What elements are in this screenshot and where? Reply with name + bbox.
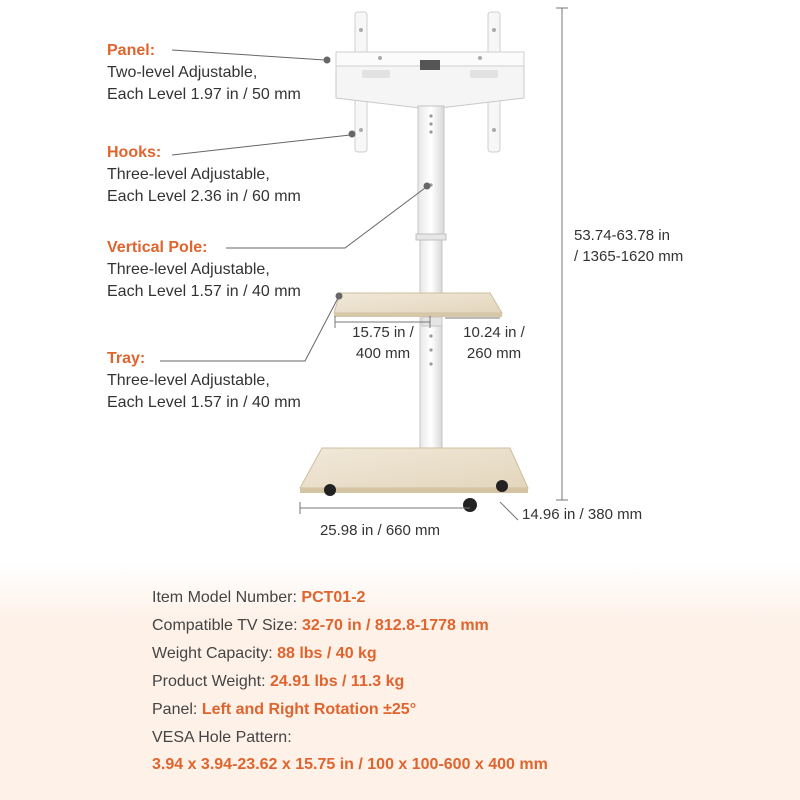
spec-label: Compatible TV Size: <box>152 617 302 634</box>
spec-weight-capacity <box>152 643 377 665</box>
spec-product-weight <box>152 671 404 693</box>
spec-vesa-value <box>152 754 548 776</box>
height-line1: 53.74-63.78 in <box>574 227 670 244</box>
tray-depth-dimension <box>452 322 536 364</box>
feature-title: Panel: <box>107 42 156 59</box>
spec-panel-rotation <box>152 699 416 721</box>
spec-label: Product Weight: <box>152 673 270 690</box>
tray-depth-line1: 10.24 in / <box>463 324 525 341</box>
feature-line: Three-level Adjustable, <box>107 372 270 389</box>
spec-label: Weight Capacity: <box>152 645 278 662</box>
tray-width-line2: 400 mm <box>355 345 411 362</box>
feature-line: Two-level Adjustable, <box>107 64 258 81</box>
spec-model-number <box>152 587 365 609</box>
vertical-pole <box>416 106 446 460</box>
feature-line: Each Level 1.97 in / 50 mm <box>107 86 301 103</box>
tray-width-dimension <box>338 322 428 364</box>
feature-line: Three-level Adjustable, <box>107 166 270 183</box>
base-width-dimension: 25.98 in / 660 mm <box>319 522 441 539</box>
base <box>300 448 528 512</box>
feature-tray <box>107 348 301 414</box>
feature-line: Each Level 2.36 in / 60 mm <box>107 188 301 205</box>
spec-value: 32-70 in / 812.8-1778 mm <box>302 617 489 634</box>
spec-vesa-label <box>152 727 292 749</box>
feature-panel <box>107 40 301 106</box>
spec-panel <box>0 562 800 800</box>
height-line2: / 1365-1620 mm <box>574 248 684 265</box>
feature-title: Tray: <box>107 350 146 367</box>
feature-title: Vertical Pole: <box>107 239 208 256</box>
mount-panel <box>336 52 524 108</box>
spec-label: VESA Hole Pattern: <box>152 729 292 746</box>
spec-tv-size <box>152 615 489 637</box>
height-dimension <box>574 225 683 267</box>
spec-value: PCT01-2 <box>301 589 366 606</box>
tray-depth-line2: 260 mm <box>466 345 522 362</box>
spec-value: 3.94 x 3.94-23.62 x 15.75 in / 100 x 100-600 x 400 mm <box>152 756 548 773</box>
feature-title: Hooks: <box>107 144 162 161</box>
feature-vertical-pole <box>107 237 301 303</box>
feature-line: Each Level 1.57 in / 40 mm <box>107 283 301 300</box>
spec-label: Item Model Number: <box>152 589 302 606</box>
spec-label: Panel: <box>152 701 202 718</box>
spec-value: 24.91 lbs / 11.3 kg <box>269 673 405 690</box>
feature-line: Three-level Adjustable, <box>107 261 270 278</box>
tray-width-line1: 15.75 in / <box>352 324 414 341</box>
spec-value: Left and Right Rotation ±25° <box>201 701 417 718</box>
base-depth-dimension: 14.96 in / 380 mm <box>522 506 643 523</box>
spec-value: 88 lbs / 40 kg <box>277 645 377 662</box>
feature-hooks <box>107 142 301 208</box>
feature-line: Each Level 1.57 in / 40 mm <box>107 394 301 411</box>
